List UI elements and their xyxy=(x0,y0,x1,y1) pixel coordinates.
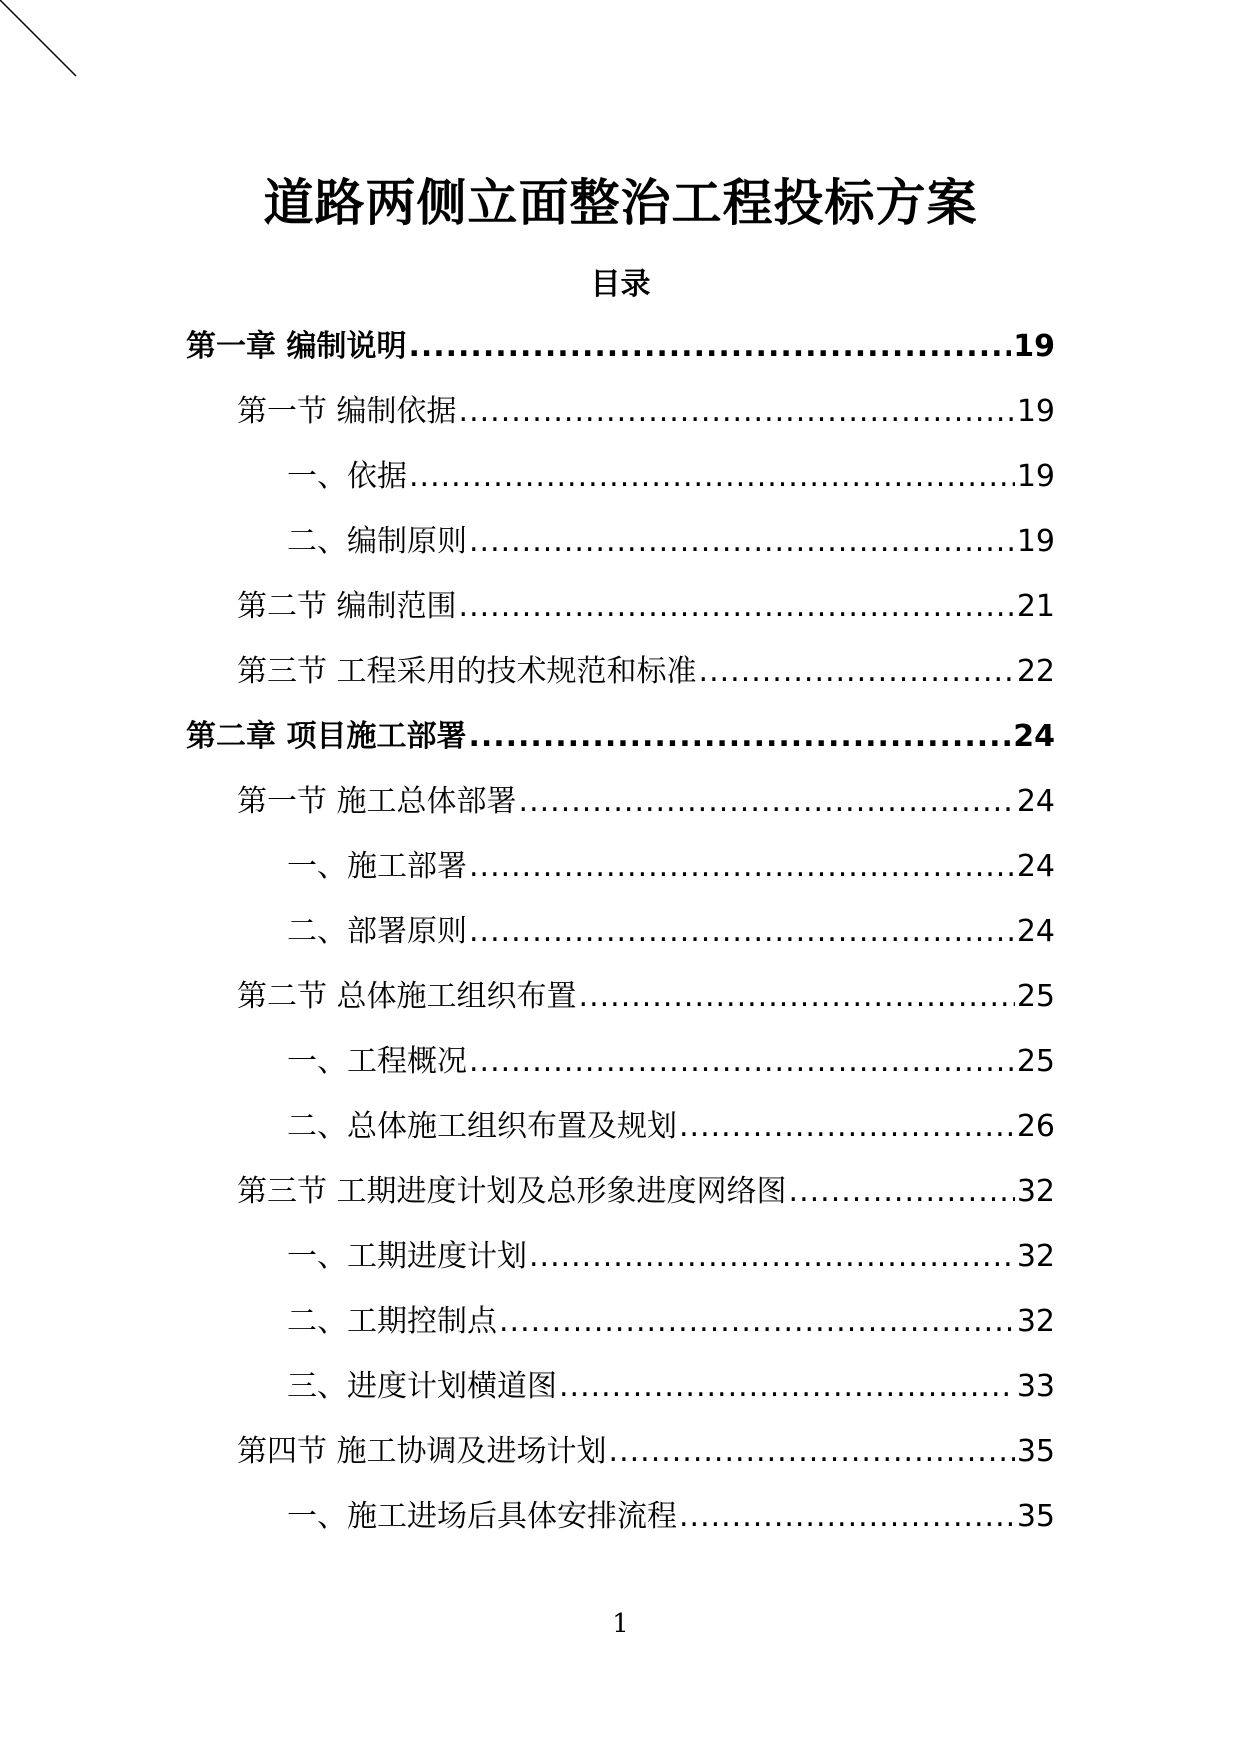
toc-entry-section[interactable] xyxy=(237,390,1055,434)
toc-entry-section[interactable] xyxy=(237,1430,1055,1474)
toc-entry-page: 24 xyxy=(1016,784,1055,819)
toc-entry-label: 第三节 工期进度计划及总形象进度网络图 xyxy=(237,1174,787,1209)
toc-dot-leader xyxy=(469,910,1015,954)
toc-dot-leader xyxy=(459,390,1015,434)
toc-entry-label: 第二节 编制范围 xyxy=(237,589,457,624)
toc-entry-label: 第二章 项目施工部署 xyxy=(186,719,467,754)
page-number: 1 xyxy=(612,1609,629,1639)
toc-entry-label: 二、编制原则 xyxy=(287,524,467,559)
corner-crop-mark xyxy=(0,0,80,80)
toc-entry-label: 一、工期进度计划 xyxy=(287,1239,527,1274)
toc-entry-label: 第一节 施工总体部署 xyxy=(237,784,517,819)
toc-entry-subsection[interactable] xyxy=(287,455,1055,499)
toc-entry-section[interactable] xyxy=(237,1170,1055,1214)
toc-entry-section[interactable] xyxy=(237,585,1055,629)
toc-entry-subsection[interactable] xyxy=(287,910,1055,954)
toc-entry-subsection[interactable] xyxy=(287,1495,1055,1539)
toc-dot-leader xyxy=(469,845,1015,889)
toc-dot-leader xyxy=(789,1170,1015,1214)
toc-entry-page: 19 xyxy=(1016,394,1055,429)
toc-entry-label: 第三节 工程采用的技术规范和标准 xyxy=(237,654,697,689)
toc-entry-page: 24 xyxy=(1016,849,1055,884)
toc-entry-page: 22 xyxy=(1016,654,1055,689)
toc-entry-page: 19 xyxy=(1016,459,1055,494)
toc-entry-page: 24 xyxy=(1013,719,1055,754)
toc-entry-page: 32 xyxy=(1016,1174,1055,1209)
toc-entry-page: 25 xyxy=(1016,979,1055,1014)
toc-entry-page: 19 xyxy=(1013,329,1055,364)
toc-entry-label: 第四节 施工协调及进场计划 xyxy=(237,1434,607,1469)
toc-entry-section[interactable] xyxy=(237,975,1055,1019)
toc-entry-subsection[interactable] xyxy=(287,1300,1055,1344)
toc-dot-leader xyxy=(499,1300,1015,1344)
toc-entry-subsection[interactable] xyxy=(287,845,1055,889)
toc-entry-chapter[interactable] xyxy=(186,325,1055,369)
toc-entry-subsection[interactable] xyxy=(287,1365,1055,1409)
toc-entry-label: 一、工程概况 xyxy=(287,1044,467,1079)
toc-entry-label: 二、部署原则 xyxy=(287,914,467,949)
toc-entry-label: 二、工期控制点 xyxy=(287,1304,497,1339)
toc-entry-page: 24 xyxy=(1016,914,1055,949)
toc-entry-page: 19 xyxy=(1016,524,1055,559)
toc-entry-page: 32 xyxy=(1016,1239,1055,1274)
toc-dot-leader xyxy=(559,1365,1015,1409)
toc-dot-leader xyxy=(459,585,1015,629)
toc-heading: 目录 xyxy=(590,267,651,302)
toc-dot-leader xyxy=(468,715,1011,759)
toc-dot-leader xyxy=(579,975,1015,1019)
toc-entry-label: 三、进度计划横道图 xyxy=(287,1369,557,1404)
toc-entry-label: 一、依据 xyxy=(287,459,407,494)
toc-dot-leader xyxy=(409,455,1015,499)
toc-entry-subsection[interactable] xyxy=(287,520,1055,564)
toc-entry-label: 二、总体施工组织布置及规划 xyxy=(287,1109,677,1144)
toc-entry-chapter[interactable] xyxy=(186,715,1055,759)
document-title: 道路两侧立面整治工程投标方案 xyxy=(263,174,978,232)
toc-entry-label: 第二节 总体施工组织布置 xyxy=(237,979,577,1014)
toc-dot-leader xyxy=(519,780,1015,824)
toc-entry-label: 一、施工部署 xyxy=(287,849,467,884)
toc-dot-leader xyxy=(609,1430,1015,1474)
toc-entry-page: 25 xyxy=(1016,1044,1055,1079)
toc-entry-page: 35 xyxy=(1016,1434,1055,1469)
toc-entry-label: 第一章 编制说明 xyxy=(186,329,407,364)
toc-dot-leader xyxy=(469,520,1015,564)
toc-dot-leader xyxy=(529,1235,1015,1279)
toc-dot-leader xyxy=(699,650,1015,694)
toc-entry-page: 21 xyxy=(1016,589,1055,624)
toc-entry-page: 26 xyxy=(1016,1109,1055,1144)
toc-dot-leader xyxy=(469,1040,1015,1084)
toc-entry-section[interactable] xyxy=(237,780,1055,824)
toc-dot-leader xyxy=(679,1105,1015,1149)
toc-entry-subsection[interactable] xyxy=(287,1235,1055,1279)
toc-entry-label: 第一节 编制依据 xyxy=(237,394,457,429)
toc-entry-label: 一、施工进场后具体安排流程 xyxy=(287,1499,677,1534)
toc-dot-leader xyxy=(408,325,1011,369)
toc-entry-subsection[interactable] xyxy=(287,1105,1055,1149)
toc-dot-leader xyxy=(679,1495,1015,1539)
toc-entry-page: 35 xyxy=(1016,1499,1055,1534)
toc-entry-subsection[interactable] xyxy=(287,1040,1055,1084)
toc-entry-page: 33 xyxy=(1016,1369,1055,1404)
toc-entry-page: 32 xyxy=(1016,1304,1055,1339)
toc-entry-section[interactable] xyxy=(237,650,1055,694)
